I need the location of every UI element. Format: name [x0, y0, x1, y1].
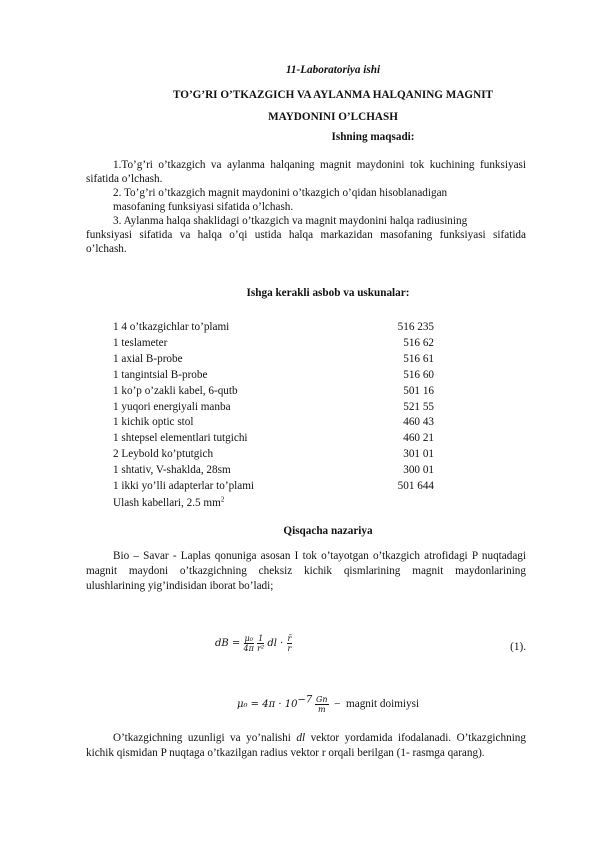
- theory-heading: Qisqacha nazariya: [283, 525, 373, 537]
- equipment-code: 301 01: [403, 448, 434, 461]
- final-line1-a: O’tkazgichning uzunligi va yo’nalishi: [113, 732, 297, 744]
- theory-line1: Bio – Savar - Laplas qonuniga asosan I tok o’tayotgan o’tkazgich atrofidagi P nuqtadagi: [113, 550, 526, 562]
- goal-2-line2: masofaning funksiyasi sifatida o’lchash.: [113, 201, 294, 213]
- goal-3-line2: funksiyasi sifatida va halqa o’qi ustida halqa markazidan masofaning funksiyasi sifatida: [86, 229, 526, 241]
- eq1-frac-vec: [287, 634, 293, 653]
- equipment-name: 1 kichik optic stol: [113, 416, 194, 429]
- equipment-code: 516 62: [403, 336, 434, 349]
- equipment-row: [113, 464, 434, 476]
- cables-text: Ulash kabellari, 2.5 mm: [113, 497, 221, 509]
- equipment-name: 1 shtepsel elementlari tutgichi: [113, 432, 248, 445]
- equation-2: [237, 695, 419, 714]
- equipment-name: 1 tangintsial B-probe: [113, 368, 208, 381]
- eq2-f-den: m: [317, 705, 326, 714]
- page-title-line2: MAYDONINI O’LCHASH: [268, 111, 398, 123]
- page-title-line1: TO’G’RI O’TKAZGICH VA AYLANMA HALQANING MAGNIT: [172, 89, 494, 101]
- equipment-name: 1 shtativ, V-shaklda, 28sm: [113, 464, 231, 477]
- equipment-code: 460 43: [403, 416, 434, 429]
- eq1-f2-num: 1: [258, 634, 264, 643]
- eq1-frac-mu: [244, 634, 254, 653]
- equipment-name: 1 yuqori energiyali manba: [113, 400, 231, 413]
- eq1-lhs: dB =: [215, 638, 244, 649]
- goal-1-line2: sifatida o’lchash.: [86, 173, 163, 185]
- lab-label: 11-Laboratoriya ishi: [285, 64, 381, 76]
- equipment-code: 501 16: [403, 384, 434, 397]
- equipment-code: 516 235: [397, 321, 434, 333]
- eq1-f3-den: r: [287, 644, 292, 653]
- eq1-f1-num: μ₀: [244, 634, 253, 643]
- equation-1-number: (1).: [510, 641, 526, 653]
- equipment-code: 300 01: [403, 464, 434, 477]
- final-line1-c: vektor yordamida ifodalanadi. O’tkazgichning: [305, 732, 526, 744]
- final-line1: [113, 732, 526, 744]
- equipment-row: [113, 369, 434, 381]
- equipment-row: [113, 432, 434, 444]
- eq1-f2-den: r²: [257, 644, 265, 653]
- theory-line3: ulushlarining yig’indisidan iborat bo’ladi;: [86, 580, 274, 592]
- eq2-frac: [315, 695, 329, 714]
- eq2-dash: −: [334, 698, 341, 711]
- equipment-code: 516 61: [403, 352, 434, 365]
- equipment-row: [113, 448, 434, 460]
- equipment-row: [113, 385, 434, 397]
- eq2-label: magnit doimiysi: [346, 698, 420, 711]
- equipment-row: [113, 416, 434, 428]
- equipment-row: [113, 321, 434, 333]
- cables-line: [113, 497, 224, 509]
- eq2-f-num: Gn: [316, 695, 328, 704]
- equation-1: [215, 634, 292, 653]
- equipment-name: 1 ko’p o’zakli kabel, 6-qutb: [113, 384, 238, 397]
- eq1-mid: dl ·: [267, 638, 287, 649]
- equipment-code: 521 55: [403, 400, 434, 413]
- equipment-row: [113, 337, 434, 349]
- goal-2-line1: 2. To’g’ri o’tkazgich magnit maydonini o’tkazgich o’qidan hisoblanadigan: [113, 187, 448, 199]
- final-line1-dl: dl: [296, 732, 306, 744]
- equipment-name: 1 teslameter: [113, 336, 168, 349]
- equipment-name: 1 axial B-probe: [113, 352, 183, 365]
- equipment-row: [113, 480, 434, 492]
- eq2-exp: −7: [297, 694, 313, 706]
- equipment-heading: Ishga kerakli asbob va uskunalar:: [246, 287, 410, 299]
- eq1-f1-den: 4π: [243, 644, 254, 653]
- eq1-f3-num: r̄: [287, 634, 292, 643]
- goal-heading: Ishning maqsadi:: [331, 131, 415, 143]
- eq1-frac-r: [257, 634, 264, 653]
- equipment-code: 460 21: [403, 432, 434, 445]
- equipment-row: [113, 353, 434, 365]
- equipment-row: [113, 401, 434, 413]
- equipment-name: 2 Leybold ko’ptutgich: [113, 448, 214, 461]
- goal-3-line1: 3. Aylanma halqa shaklidagi o’tkazgich va magnit maydonini halqa radiusining: [113, 215, 468, 227]
- equipment-name: 1 ikki yo’lli adapterlar to’plami: [113, 480, 255, 492]
- final-line2: kichik qismidan P nuqtaga o’tkazilgan radius vektor r orqali berilgan (1- rasmga qarang).: [86, 747, 485, 759]
- goal-1-line1: 1.To’g’ri o’tkazgich va aylanma halqaning magnit maydonini tok kuchining funksiyasi: [113, 159, 526, 171]
- theory-line2: magnit maydoni o’tkazgichning cheksiz kichik qismlarining magnit maydonlarining: [86, 565, 526, 577]
- equipment-code: 516 60: [403, 368, 434, 381]
- equipment-code: 501 644: [397, 480, 434, 492]
- eq2-lhs: μ₀ = 4π · 10: [237, 699, 298, 711]
- cables-sup: 2: [220, 495, 225, 504]
- goal-3-line3: o’lchash.: [86, 243, 127, 255]
- equipment-name: 1 4 o’tkazgichlar to’plami: [113, 321, 230, 333]
